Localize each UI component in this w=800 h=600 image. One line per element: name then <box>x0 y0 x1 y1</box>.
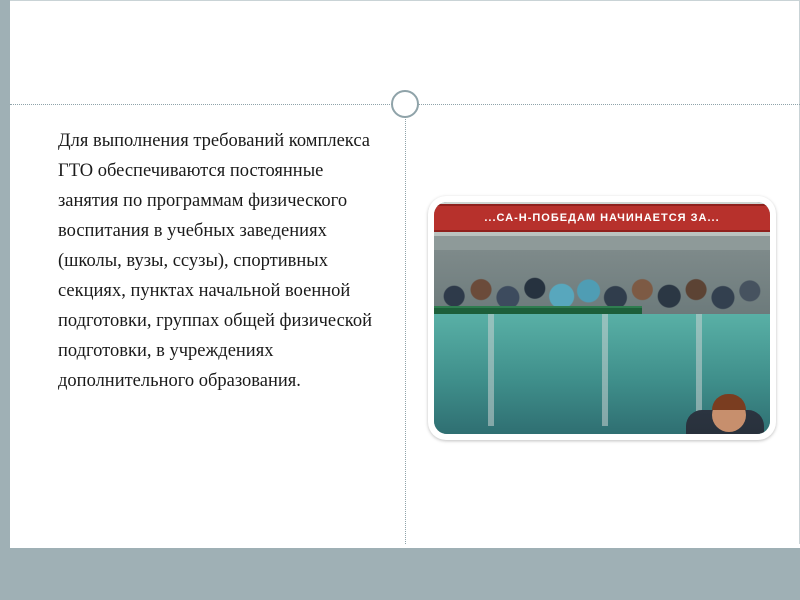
gto-competition-photo <box>434 202 770 434</box>
photo-judge-hair <box>712 394 746 410</box>
vertical-dotted-rule <box>405 104 406 544</box>
photo-banner-text: ...СА-Н-ПОБЕДАМ НАЧИНАЕТСЯ ЗА... <box>434 204 770 232</box>
slide-body-text: Для выполнения требований комплекса ГТО обеспечиваются постоянные занятия по программам физического воспитания в учебных заведениях (школы, вузы, ссузы), спортивных секциях, пунктах начальной военной подготовки, группах общей физической подготовки, в учреждениях дополнительного образования. <box>58 131 372 391</box>
bottom-accent-band <box>10 548 800 600</box>
decorative-circle <box>391 90 419 118</box>
photo-gym-floor <box>434 314 770 434</box>
slide-top-border <box>10 0 800 1</box>
photo-pillar <box>602 314 608 426</box>
slide-image-frame <box>428 196 776 440</box>
photo-pillar <box>488 314 494 426</box>
